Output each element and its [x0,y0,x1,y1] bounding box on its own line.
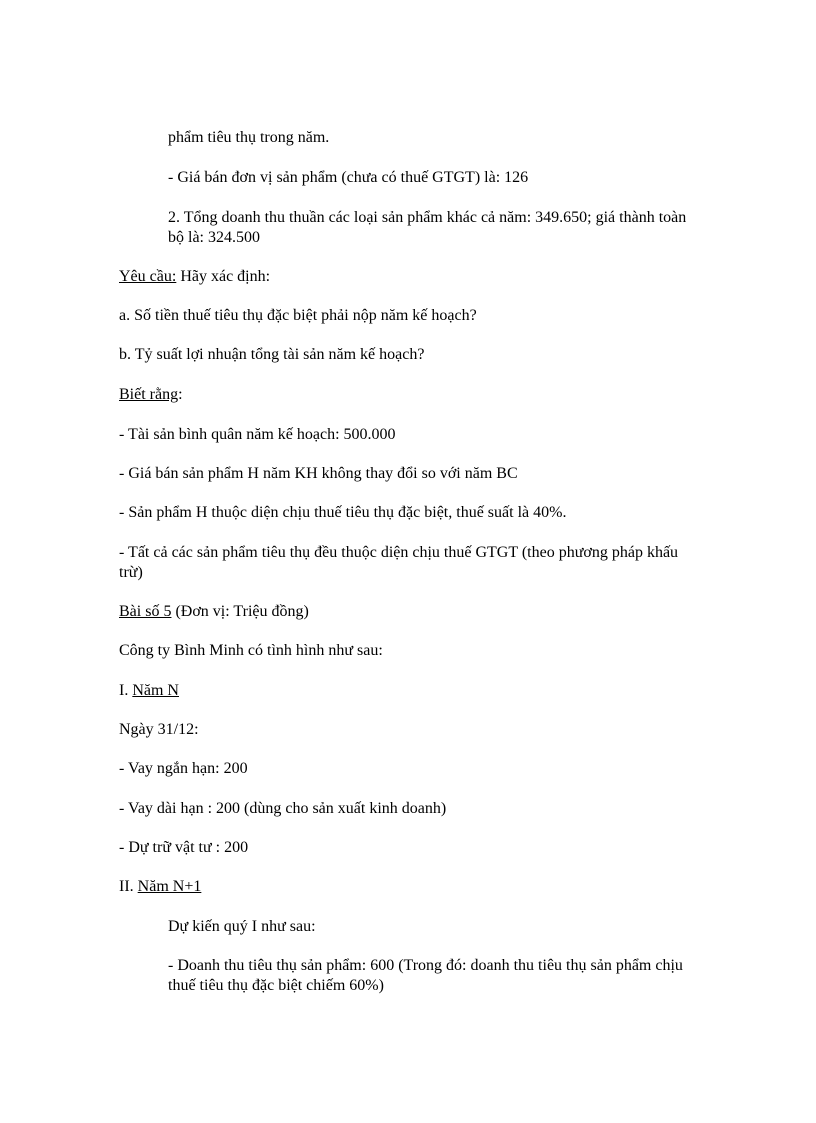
text-line: b. Tỷ suất lợi nhuận tổng tài sản năm kế hoạch? [119,346,425,363]
text-line: a. Số tiền thuế tiêu thụ đặc biệt phải nộp năm kế hoạch? [119,307,477,324]
text-line: (Đơn vị: Triệu đồng) [171,603,309,620]
paragraph-company [119,641,699,661]
paragraph-price-unchanged [119,464,699,484]
section-year-n [119,681,699,701]
question-b [119,345,699,365]
paragraph-short-term-loan [119,759,699,779]
section-year-n-plus-1 [119,877,699,897]
paragraph-requirements [119,267,699,287]
text-line: : [178,386,183,403]
paragraph-other-products-revenue [168,208,688,248]
year-n-plus-1-label: Năm N+1 [137,878,202,895]
text-line: - Vay ngắn hạn: 200 [119,760,248,777]
text-line: - Giá bán sản phẩm H năm KH không thay đổi so với năm BC [119,465,518,482]
paragraph-material-reserve [119,838,699,858]
requirements-label: Yêu cầu: [119,268,177,285]
paragraph-long-term-loan [119,799,699,819]
text-line: phẩm tiêu thụ trong năm. [168,129,330,146]
paragraph-sales-revenue [168,956,688,996]
paragraph-product-consumption [168,128,688,148]
exercise-5-heading [119,602,699,622]
section-number: I. [119,682,133,699]
paragraph-special-tax [119,503,699,523]
given-that-label: Biết rằng [119,386,179,403]
text-line: Công ty Bình Minh có tình hình như sau: [119,642,383,659]
exercise-5-label: Bài số 5 [119,603,172,620]
text-line: - Giá bán đơn vị sản phẩm (chưa có thuế GTGT) là: 126 [168,169,529,186]
text-line: Ngày 31/12: [119,721,199,738]
paragraph-date [119,720,699,740]
text-line: - Vay dài hạn : 200 (dùng cho sản xuất kinh doanh) [119,800,447,817]
text-line: Hãy xác định: [176,268,271,285]
year-n-label: Năm N [132,682,179,699]
section-number: II. [119,878,138,895]
text-line: 2. Tổng doanh thu thuần các loại sản phẩm khác cả năm: 349.650; giá thành toàn bộ là: 324.500 [168,209,687,246]
text-line: - Doanh thu tiêu thụ sản phẩm: 600 (Trong đó: doanh thu tiêu thụ sản phẩm chịu thuế tiêu thụ đặc biệt chiếm 60%) [168,957,683,994]
paragraph-q1-forecast [168,917,688,937]
text-line: - Dự trữ vật tư : 200 [119,839,249,856]
paragraph-given-that [119,385,699,405]
text-line: - Tất cả các sản phẩm tiêu thụ đều thuộc diện chịu thuế GTGT (theo phương pháp khấu trừ) [119,544,679,581]
text-line: - Tài sản bình quân năm kế hoạch: 500.000 [119,426,396,443]
text-line: - Sản phẩm H thuộc diện chịu thuế tiêu thụ đặc biệt, thuế suất là 40%. [119,504,567,521]
question-a [119,306,699,326]
text-line: Dự kiến quý I như sau: [168,918,316,935]
paragraph-average-assets [119,425,699,445]
paragraph-unit-price [168,168,688,188]
paragraph-vat [119,543,699,583]
